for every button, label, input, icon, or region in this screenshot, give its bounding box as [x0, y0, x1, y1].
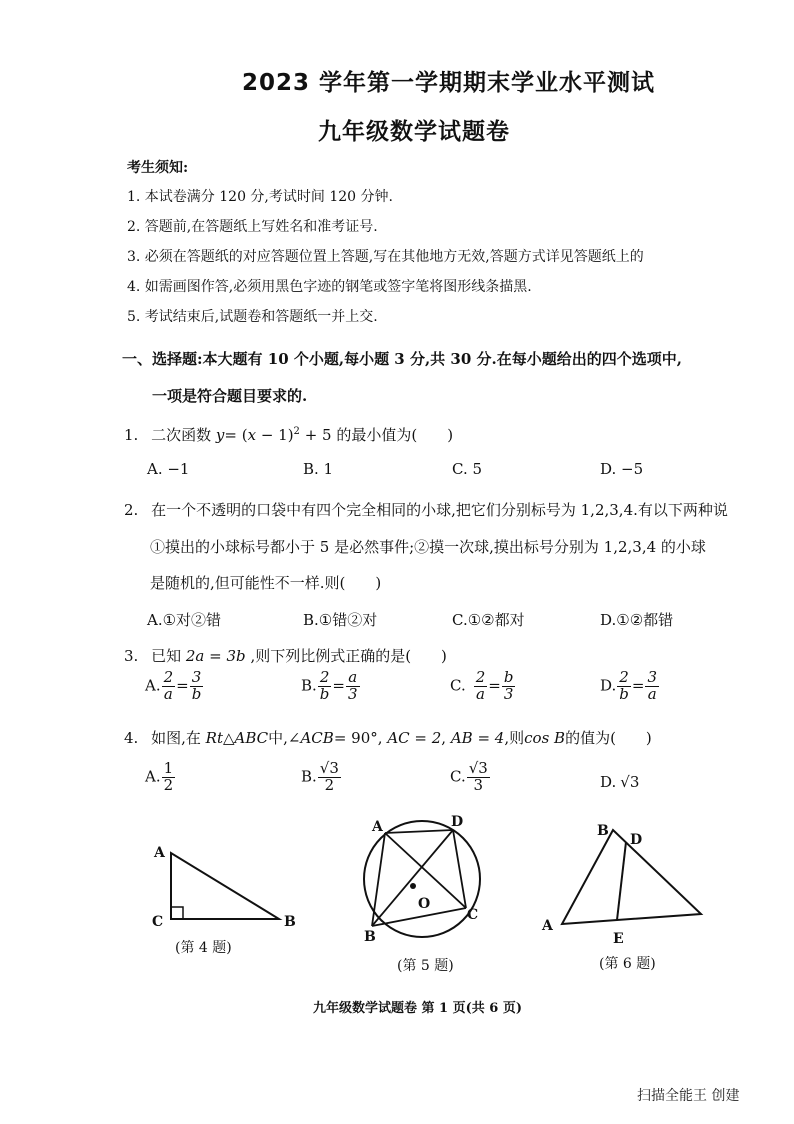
question-1 — [124, 424, 453, 445]
question-3 — [124, 645, 447, 666]
option-label: B. — [301, 767, 317, 786]
vertex-label: A — [154, 845, 165, 861]
question-text: 如图,在 — [151, 729, 201, 747]
figure-5 — [355, 812, 495, 948]
math-var: x — [247, 426, 257, 444]
option-b — [301, 670, 361, 703]
fraction: $\frac{a}{3}$ — [347, 668, 358, 703]
exam-subtitle: 九年级数学试题卷 — [318, 119, 510, 145]
question-number: 2. — [124, 501, 139, 519]
section-heading: 一、选择题:本大题有 10 个小题,每小题 3 分,共 30 分.在每小题给出的四个选项中, — [122, 350, 682, 368]
fraction: $\frac{2}{b}$ — [319, 668, 330, 703]
fraction: $\frac{√3}{3}$ — [468, 759, 488, 794]
vertex-label: O — [418, 896, 431, 912]
question-text: ,则下列比例式正确的是( ) — [250, 647, 447, 665]
fraction: $\frac{1}{2}$ — [163, 759, 174, 794]
question-number: 3. — [124, 647, 139, 665]
equals-sign: = — [631, 676, 645, 695]
question-text: 的最小值为( ) — [336, 426, 454, 444]
segment-de — [617, 842, 626, 920]
fraction: $\frac{3}{b}$ — [191, 668, 202, 703]
option-d: D.①②都错 — [600, 611, 674, 629]
triangle-abc — [171, 853, 279, 919]
math-expr: Rt△ABC — [205, 729, 269, 747]
vertex-label: B — [284, 914, 296, 930]
math-text: = — [204, 647, 227, 665]
math-expr: 2a — [185, 647, 205, 665]
vertex-label: B — [364, 929, 376, 945]
question-number: 4. — [124, 729, 139, 747]
question-2 — [124, 499, 728, 520]
vertex-label: C — [467, 907, 479, 923]
figure-4 — [140, 835, 310, 935]
option-label: A. — [145, 676, 161, 695]
option-a: A.①对②错 — [147, 611, 222, 629]
figure-6 — [535, 818, 710, 948]
fraction: $\frac{b}{3}$ — [503, 668, 514, 703]
figure-5-caption: (第 5 题) — [397, 958, 454, 974]
notice-item: 5. 考试结束后,试题卷和答题纸一并上交. — [127, 309, 378, 325]
option-b: B. 1 — [303, 460, 334, 478]
figure-4-caption: (第 4 题) — [175, 940, 232, 956]
option-label: C. — [450, 767, 466, 786]
math-expr: cos B — [524, 729, 566, 747]
notice-item: 4. 如需画图作答,必须用黑色字迹的钢笔或签字笔将图形线条描黑. — [127, 279, 532, 295]
circle-o — [364, 821, 480, 937]
option-a — [145, 670, 204, 703]
fraction: $\frac{2}{a}$ — [475, 668, 486, 703]
math-exponent: 2 — [293, 426, 300, 437]
question-text: ①摸出的小球标号都小于 5 是必然事件;②摸一次球,摸出标号分别为 1,2,3,4 的小球 — [150, 538, 706, 556]
option-d: D. −5 — [600, 460, 644, 478]
question-text: 是随机的,但可能性不一样.则( ) — [150, 574, 382, 592]
option-c: C.①②都对 — [452, 611, 525, 629]
option-b — [301, 761, 342, 794]
question-text: 中, — [268, 729, 288, 747]
fraction: $\frac{2}{b}$ — [619, 668, 629, 703]
math-expr: 3b — [226, 647, 246, 665]
right-angle-mark — [171, 907, 183, 919]
math-text: − 1) — [256, 426, 294, 444]
option-label: B. — [301, 676, 317, 695]
vertex-label: C — [152, 914, 164, 930]
vertex-label: D — [630, 832, 643, 848]
math-expr: AC = 2 — [387, 729, 442, 747]
exam-title: 2023 学年第一学期期末学业水平测试 — [242, 70, 656, 96]
math-text: = ( — [224, 426, 248, 444]
fraction: $\frac{3}{a}$ — [647, 668, 657, 703]
question-text: 的值为( ) — [565, 729, 652, 747]
center-point — [410, 883, 416, 889]
option-b: B.①错②对 — [303, 611, 378, 629]
option-c — [450, 670, 516, 703]
option-d — [600, 670, 660, 703]
question-text: 在一个不透明的口袋中有四个完全相同的小球,把它们分别标号为 1,2,3,4.有以下两种说 — [151, 501, 728, 519]
option-label: D. — [600, 676, 617, 695]
equals-sign: = — [176, 676, 189, 695]
equals-sign: = — [332, 676, 345, 695]
option-a: A. −1 — [147, 460, 190, 478]
equals-sign: = — [488, 676, 501, 695]
option-c: C. 5 — [452, 460, 483, 478]
question-text: ,则 — [504, 729, 525, 747]
page-footer: 九年级数学试题卷 第 1 页(共 6 页) — [313, 1001, 523, 1016]
option-c — [450, 761, 491, 794]
question-text: 已知 — [151, 647, 182, 665]
fraction: $\frac{√3}{2}$ — [319, 759, 339, 794]
fraction: $\frac{2}{a}$ — [163, 668, 174, 703]
figure-6-caption: (第 6 题) — [599, 956, 656, 972]
segment — [385, 830, 453, 833]
math-expr: ∠ACB — [287, 729, 334, 747]
notice-item: 1. 本试卷满分 120 分,考试时间 120 分钟. — [127, 189, 393, 205]
vertex-label: B — [597, 823, 609, 839]
math-var: y — [215, 426, 225, 444]
math-text: = 90° — [333, 729, 378, 747]
notice-item: 3. 必须在答题纸的对应答题位置上答题,写在其他地方无效,答题方式详见答题纸上的 — [127, 249, 644, 265]
segment — [453, 830, 466, 908]
question-number: 1. — [124, 426, 139, 444]
vertex-label: A — [372, 819, 383, 835]
option-label: C. — [450, 676, 466, 695]
section-heading-cont: 一项是符合题目要求的. — [152, 387, 308, 405]
math-text: + 5 — [299, 426, 332, 444]
option-d — [600, 773, 639, 791]
vertex-label: E — [613, 931, 624, 947]
notice-item: 2. 答题前,在答题纸上写姓名和准考证号. — [127, 219, 378, 235]
option-label: A. — [145, 767, 161, 786]
option-a — [145, 761, 176, 794]
notice-heading: 考生须知: — [127, 160, 189, 176]
option-value: √3 — [620, 773, 640, 791]
math-expr: AB = 4 — [450, 729, 505, 747]
vertex-label: A — [542, 918, 553, 934]
question-text: 二次函数 — [151, 426, 212, 444]
question-4: 4. 如图,在 Rt△ABC中,∠ACB= 90°, AC = 2, AB = 4,则cos B的值为( ) — [124, 729, 652, 747]
vertex-label: D — [451, 814, 464, 830]
scanner-watermark: 扫描全能王 创建 — [637, 1088, 740, 1104]
option-label: D. — [600, 773, 617, 791]
